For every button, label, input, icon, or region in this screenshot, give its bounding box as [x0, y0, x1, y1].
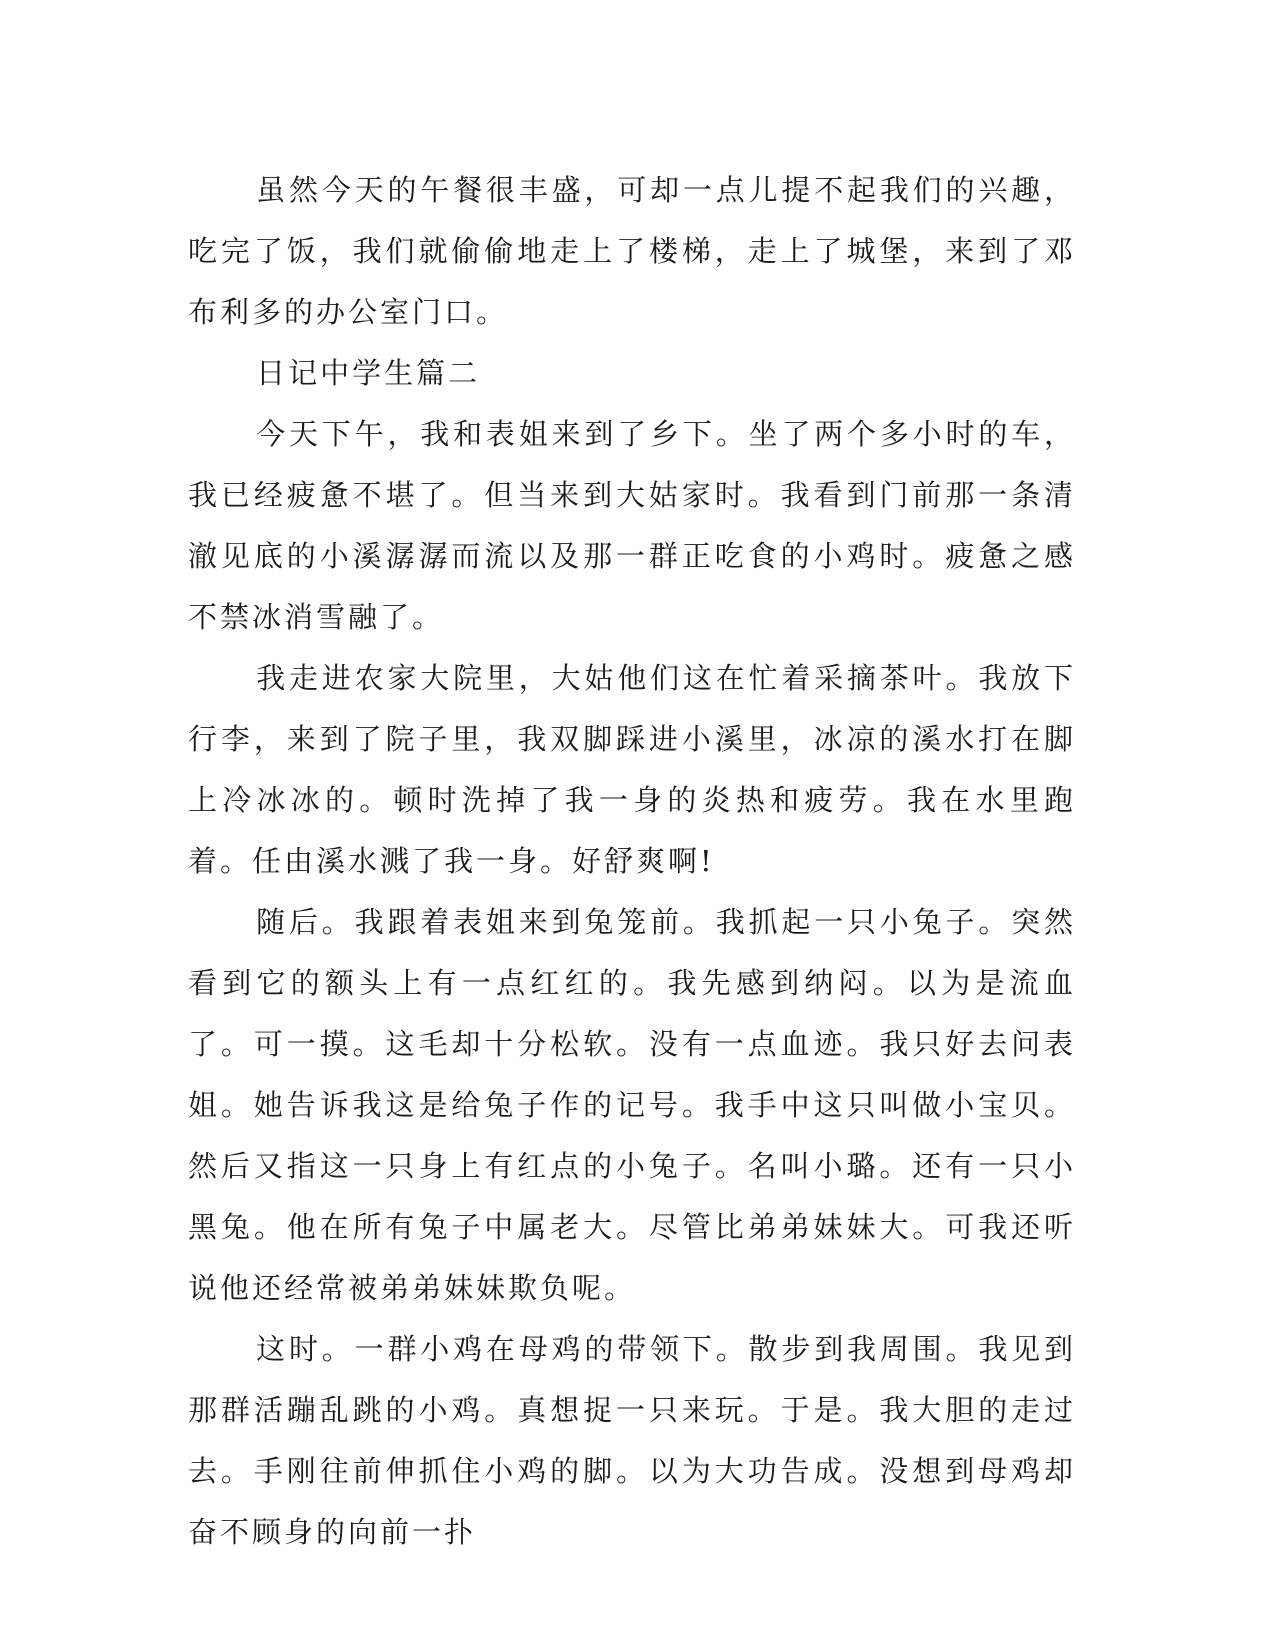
paragraph-countryside: 今天下午，我和表姐来到了乡下。坐了两个多小时的车，我已经疲惫不堪了。但当来到大姑家时。我看到门前那一条清澈见底的小溪潺潺而流以及那一群正吃食的小鸡时。疲惫之感不禁冰消雪融了。 — [188, 417, 1076, 634]
paragraph-stream: 我走进农家大院里，大姑他们这在忙着采摘茶叶。我放下行李，来到了院子里，我双脚踩进小溪里，冰凉的溪水打在脚上冷冰冰的。顿时洗掉了我一身的炎热和疲劳。我在水里跑着。任由溪水溅了我一身。好舒爽啊! — [188, 661, 1076, 878]
paragraph-rabbits: 随后。我跟着表姐来到兔笼前。我抓起一只小兔子。突然看到它的额头上有一点红红的。我先感到纳闷。以为是流血了。可一摸。这毛却十分松软。没有一点血迹。我只好去问表姐。她告诉我这是给兔子作的记号。我手中这只叫做小宝贝。然后又指这一只身上有红点的小兔子。名叫小璐。还有一只小黑兔。他在所有兔子中属老大。尽管比弟弟妹妹大。可我还听说他还经常被弟弟妹妹欺负呢。 — [188, 905, 1076, 1305]
paragraph-chicks: 这时。一群小鸡在母鸡的带领下。散步到我周围。我见到那群活蹦乱跳的小鸡。真想捉一只来玩。于是。我大胆的走过去。手刚往前伸抓住小鸡的脚。以为大功告成。没想到母鸡却奋不顾身的向前一扑 — [188, 1332, 1076, 1549]
paragraph-lunch: 虽然今天的午餐很丰盛，可却一点儿提不起我们的兴趣，吃完了饭，我们就偷偷地走上了楼梯，走上了城堡，来到了邓布利多的办公室门口。 — [188, 173, 1076, 329]
document-body — [188, 160, 1076, 1563]
section-heading: 日记中学生篇二 — [256, 356, 481, 390]
